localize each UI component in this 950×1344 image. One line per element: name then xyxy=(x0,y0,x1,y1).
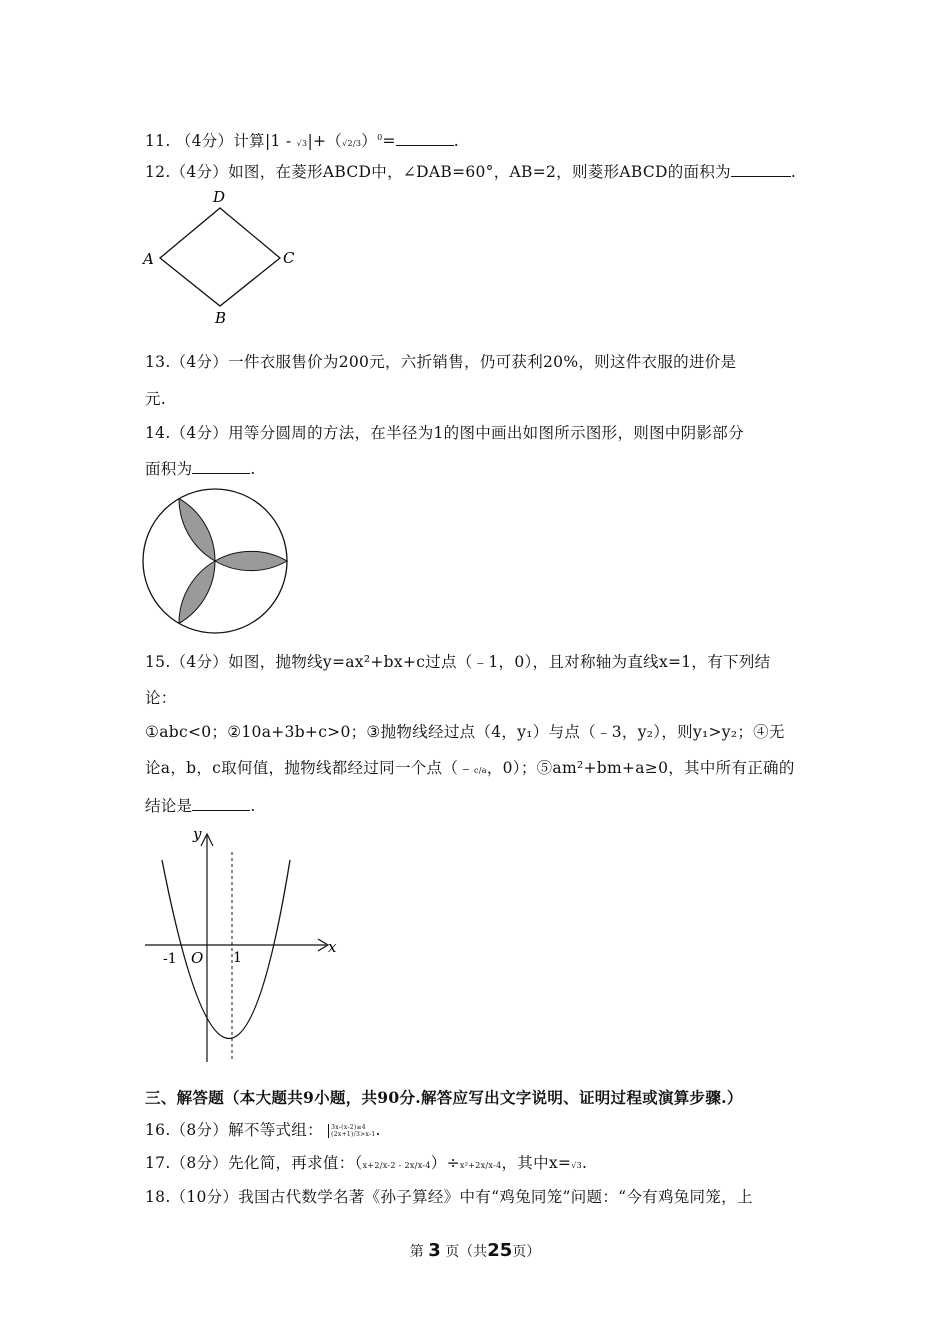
question-16 xyxy=(145,1120,381,1140)
question-11 xyxy=(145,128,459,154)
q16-inequality-system xyxy=(328,1124,375,1138)
q14-text: 面积为 xyxy=(145,460,193,478)
question-13-line2: 元. xyxy=(145,390,167,408)
q11-text-c: ） xyxy=(361,132,378,151)
label-b: B xyxy=(215,309,227,327)
origin-label: O xyxy=(191,949,204,967)
q16-text: 16.（8分）解不等式组： xyxy=(145,1121,323,1139)
q11-text-b: |+（ xyxy=(307,132,343,151)
q17-fraction-2: 2x/x-4 xyxy=(404,1161,431,1170)
question-15-line3: ①abc<0；②10a+3b+c>0；③抛物线经过点（4，y₁）与点（﹣3，y₂），则y₁>y₂；④无 xyxy=(145,723,785,741)
question-17 xyxy=(145,1153,587,1176)
q14-end: . xyxy=(250,460,256,478)
petal-right xyxy=(215,551,287,570)
q15-end: . xyxy=(250,797,256,815)
q11-sqrt3: √3 xyxy=(296,139,308,149)
q16-inequality-1: 3x-(x-2)≥4 xyxy=(331,1124,366,1131)
q17-text-c: ，其中x= xyxy=(501,1154,572,1172)
label-c: C xyxy=(283,249,295,267)
label-a: A xyxy=(143,250,154,268)
footer-middle: 页（共 xyxy=(445,1244,488,1260)
footer-suffix: 页） xyxy=(512,1244,541,1260)
question-12 xyxy=(145,162,796,182)
question-14-line2 xyxy=(145,459,256,479)
q17-text-b: ）÷ xyxy=(430,1154,460,1172)
q17-fraction-3: x²+2x/x-4 xyxy=(459,1161,502,1170)
question-15-line1: 15.（4分）如图，抛物线y=ax²+bx+c过点（﹣1，0），且对称轴为直线x=1，有下列结 xyxy=(145,653,771,671)
q15-line4-b: ，0）；⑤am²+bm+a≥0，其中所有正确的 xyxy=(486,759,795,777)
q17-minus: - xyxy=(395,1161,405,1170)
q17-text-a: 17.（8分）先化简，再求值：（ xyxy=(145,1154,363,1172)
q17-sqrt3: √3 xyxy=(571,1161,583,1170)
q11-answer-blank xyxy=(396,131,454,146)
q11-exponent: 0 xyxy=(377,133,383,142)
section-3-heading: 三、解答题（本大题共9小题，共90分.解答应写出文字说明、证明过程或演算步骤.） xyxy=(145,1088,743,1107)
question-14-line1: 14.（4分）用等分圆周的方法，在半径为1的图中画出如图所示图形，则图中阴影部分 xyxy=(145,424,744,442)
q11-text-d: = xyxy=(382,132,396,151)
question-13-line1: 13.（4分）一件衣服售价为200元，六折销售，仍可获利20%，则这件衣服的进价是 xyxy=(145,353,737,371)
petal-top-left xyxy=(179,499,215,561)
page-footer xyxy=(0,1240,950,1261)
tick-label-neg1: -1 xyxy=(163,951,177,967)
petal-bottom-left xyxy=(179,561,215,623)
q16-inequality-2: (2x+1)/3>x-1 xyxy=(331,1131,376,1138)
tick-label-1: 1 xyxy=(233,950,242,966)
q11-fraction: √2/3 xyxy=(342,139,362,149)
q11-points: （4分） xyxy=(175,132,234,151)
q17-end: . xyxy=(582,1154,588,1172)
q12-answer-blank xyxy=(731,162,791,177)
question-18: 18.（10分）我国古代数学名著《孙子算经》中有“鸡兔同笼”问题：“今有鸡兔同笼，上 xyxy=(145,1188,753,1206)
q15-text: 结论是 xyxy=(145,797,193,815)
parabola-curve xyxy=(162,860,290,1039)
footer-page-number: 3 xyxy=(428,1240,441,1261)
rhombus-figure xyxy=(140,188,320,328)
q11-number: 11. xyxy=(145,132,171,151)
q11-text-a: 计算|1 - xyxy=(233,132,292,151)
question-15-line5 xyxy=(145,796,256,816)
q11-end: . xyxy=(453,132,459,151)
q15-line4-fraction: c/a xyxy=(473,766,487,775)
q17-fraction-1: x+2/x-2 xyxy=(362,1161,396,1170)
x-label: x xyxy=(328,938,337,956)
q16-end: . xyxy=(375,1121,381,1139)
rhombus-shape xyxy=(160,208,280,306)
circle-petal-figure xyxy=(142,488,292,638)
q15-answer-blank xyxy=(192,796,250,811)
y-label: y xyxy=(193,825,202,843)
parabola-figure xyxy=(140,822,350,1072)
question-15-line4 xyxy=(145,758,795,781)
footer-prefix: 第 xyxy=(409,1244,424,1260)
q12-end: . xyxy=(790,163,797,181)
q15-line4-a: 论a，b，c取何值，抛物线都经过同一个点（﹣ xyxy=(145,759,474,777)
question-15-line2: 论： xyxy=(145,689,177,707)
q12-text: 12.（4分）如图，在菱形ABCD中，∠DAB=60°，AB=2，则菱形ABCD的面积为 xyxy=(145,163,731,181)
label-d: D xyxy=(213,188,226,206)
footer-total-pages: 25 xyxy=(487,1240,513,1261)
q14-answer-blank xyxy=(192,459,250,474)
